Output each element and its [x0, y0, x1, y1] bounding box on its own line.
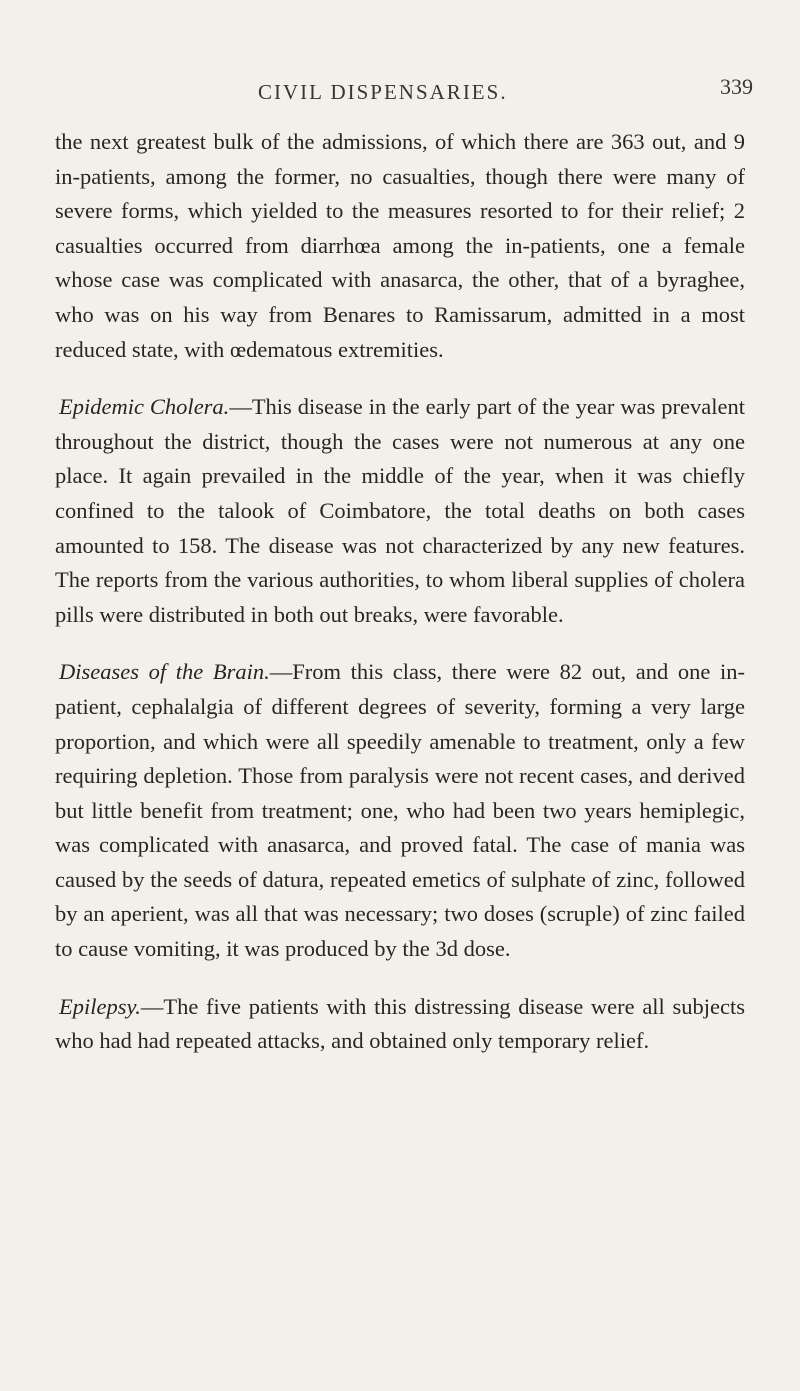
- page-number: 339: [720, 74, 753, 99]
- paragraph-continuation: [55, 125, 745, 367]
- running-head: [0, 74, 800, 110]
- paragraph-heading: Epilepsy.: [59, 993, 141, 1019]
- body-text: [55, 125, 745, 1082]
- paragraph-epilepsy: [55, 990, 745, 1059]
- paragraph-text: —The five patients with this distressing disease were all subjects who had had repeated attacks, and obtained only temporary relief.: [55, 993, 745, 1054]
- paragraph-text: the next greatest bulk of the admissions, of which there are 363 out, and 9 in-patients, among the former, no casualties, though there were many of severe forms, which yielded to the measures resorted to for their relief; 2 casualties occurred from diarrhœa among the in-patients, one a female whose case was complicated with anasarca, the other, that of a byraghee, who was on his way from Benares to Ramissarum, admitted in a most reduced state, with œdematous extremities.: [55, 129, 745, 362]
- paragraph-heading: Diseases of the Brain.: [59, 659, 270, 685]
- paragraph-text: —This disease in the early part of the year was prevalent throughout the district, though the cases were not numerous at any one place. It again prevailed in the middle of the year, when it was chiefly confined to the talook of Coimbatore, the total deaths on both cases amounted to 158. The disease was not characterized by any new features. The reports from the various authorities, to whom liberal supplies of cholera pills were distributed in both out breaks, were favorable.: [55, 394, 745, 627]
- paragraph-epidemic-cholera: [55, 390, 745, 632]
- paragraph-heading: Epidemic Cholera.: [59, 394, 230, 420]
- paragraph-text: —From this class, there were 82 out, and one in-patient, cephalalgia of different degrees of severity, forming a very large proportion, and which were all speedily amenable to treatment, only a few requiring depletion. Those from paralysis were not recent cases, and derived but little benefit from treatment; one, who had been two years hemiplegic, was complicated with anasarca, and proved fatal. The case of mania was caused by the seeds of datura, repeated emetics of sulphate of zinc, followed by an aperient, was all that was necessary; two doses (scruple) of zinc failed to cause vomiting, it was produced by the 3d dose.: [55, 659, 746, 962]
- paragraph-diseases-of-brain: [55, 655, 745, 966]
- running-title: CIVIL DISPENSARIES.: [258, 80, 508, 104]
